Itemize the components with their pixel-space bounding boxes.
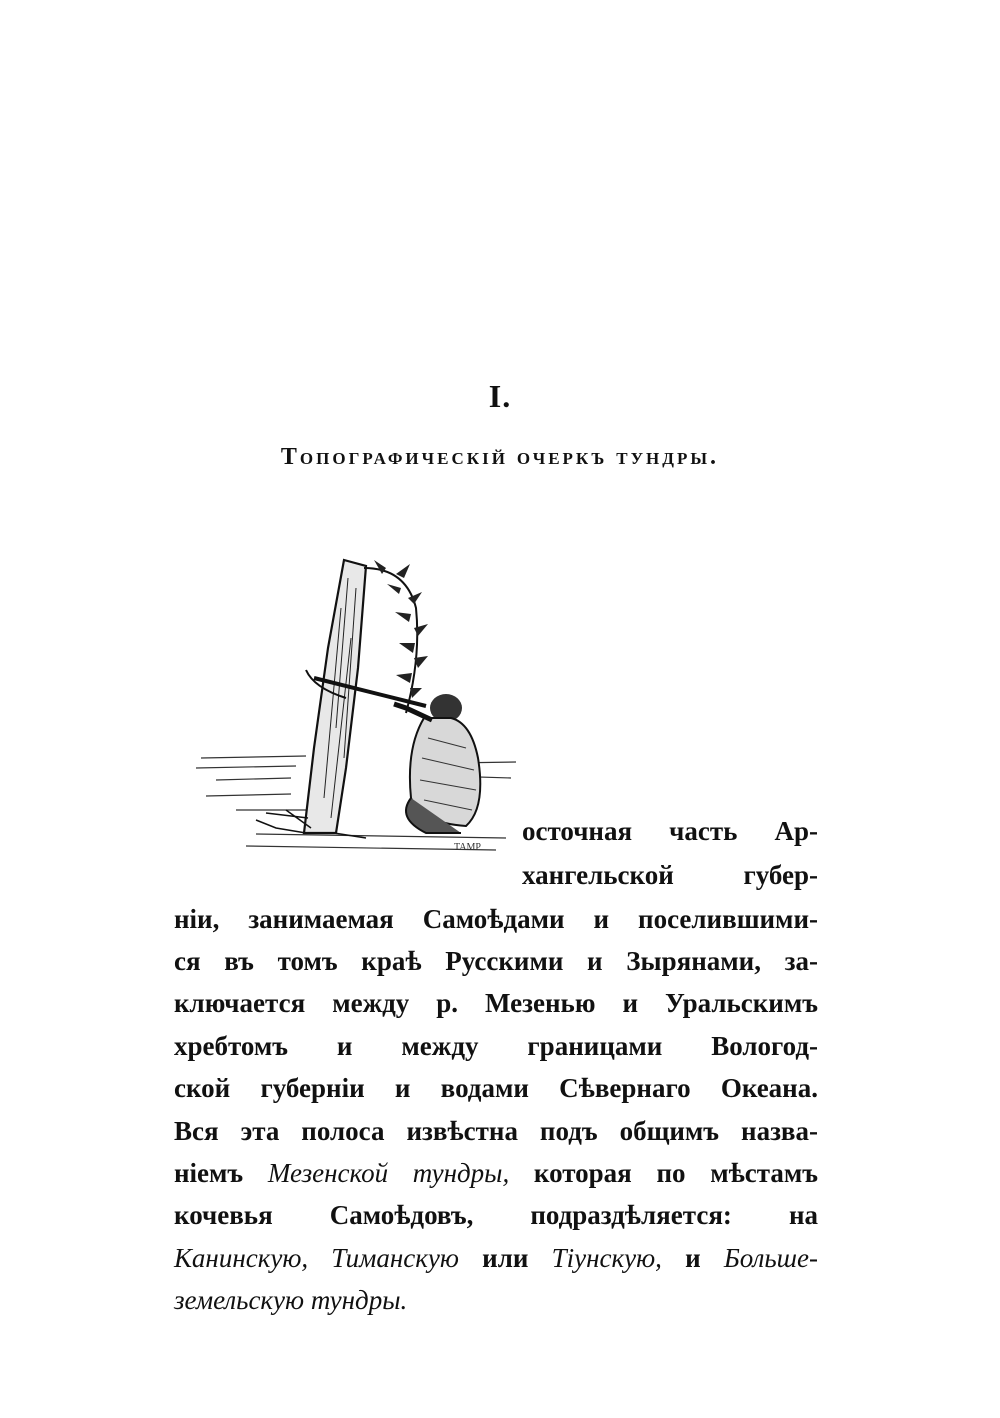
text-line-9-italic: Мезенской тундры, [267, 1158, 510, 1188]
text-line-11-italic-2: Тіунскую, [551, 1243, 662, 1273]
hunter-with-tree-illustration-icon [196, 548, 526, 858]
text-line-12-italic: земельскую тундры. [174, 1285, 408, 1315]
text-line-11 [174, 1245, 818, 1272]
text-line-9-post: которая по мѣстамъ [509, 1158, 818, 1188]
text-line-10: кочевья Самоѣдовъ, подраздѣляется: на [174, 1200, 818, 1230]
text-line-7: ской губерніи и водами Сѣвернаго Океана. [174, 1073, 818, 1103]
engraver-signature: TAMP [454, 842, 481, 853]
text-line-11-mid-2: и [661, 1243, 724, 1273]
text-line-12 [174, 1287, 407, 1314]
text-line-4: ся въ томъ краѣ Русскими и Зырянами, за- [174, 946, 818, 976]
text-line-5: ключается между р. Мезенью и Уральскимъ [174, 988, 818, 1018]
text-line-3: ніи, занимаемая Самоѣдами и поселившими- [174, 904, 818, 934]
text-line-9 [174, 1160, 818, 1187]
chapter-title: Топографическій очеркъ тундры. [280, 444, 720, 470]
text-line-11-mid-1: или [458, 1243, 552, 1273]
text-line-6: хребтомъ и между границами Вологод- [174, 1031, 818, 1061]
text-line-9-pre: ніемъ [174, 1158, 268, 1188]
text-line-11-italic-3: Больше- [723, 1243, 818, 1273]
drop-cap-illustration [196, 548, 526, 858]
text-line-8: Вся эта полоса извѣстна подъ общимъ назва- [174, 1116, 818, 1146]
chapter-number: I. [488, 378, 512, 414]
text-line-11-italic-1: Канинскую, Тиманскую [174, 1243, 459, 1273]
text-line-2: хангельской губер- [522, 860, 818, 890]
text-line-1: осточная часть Ар- [522, 816, 818, 846]
